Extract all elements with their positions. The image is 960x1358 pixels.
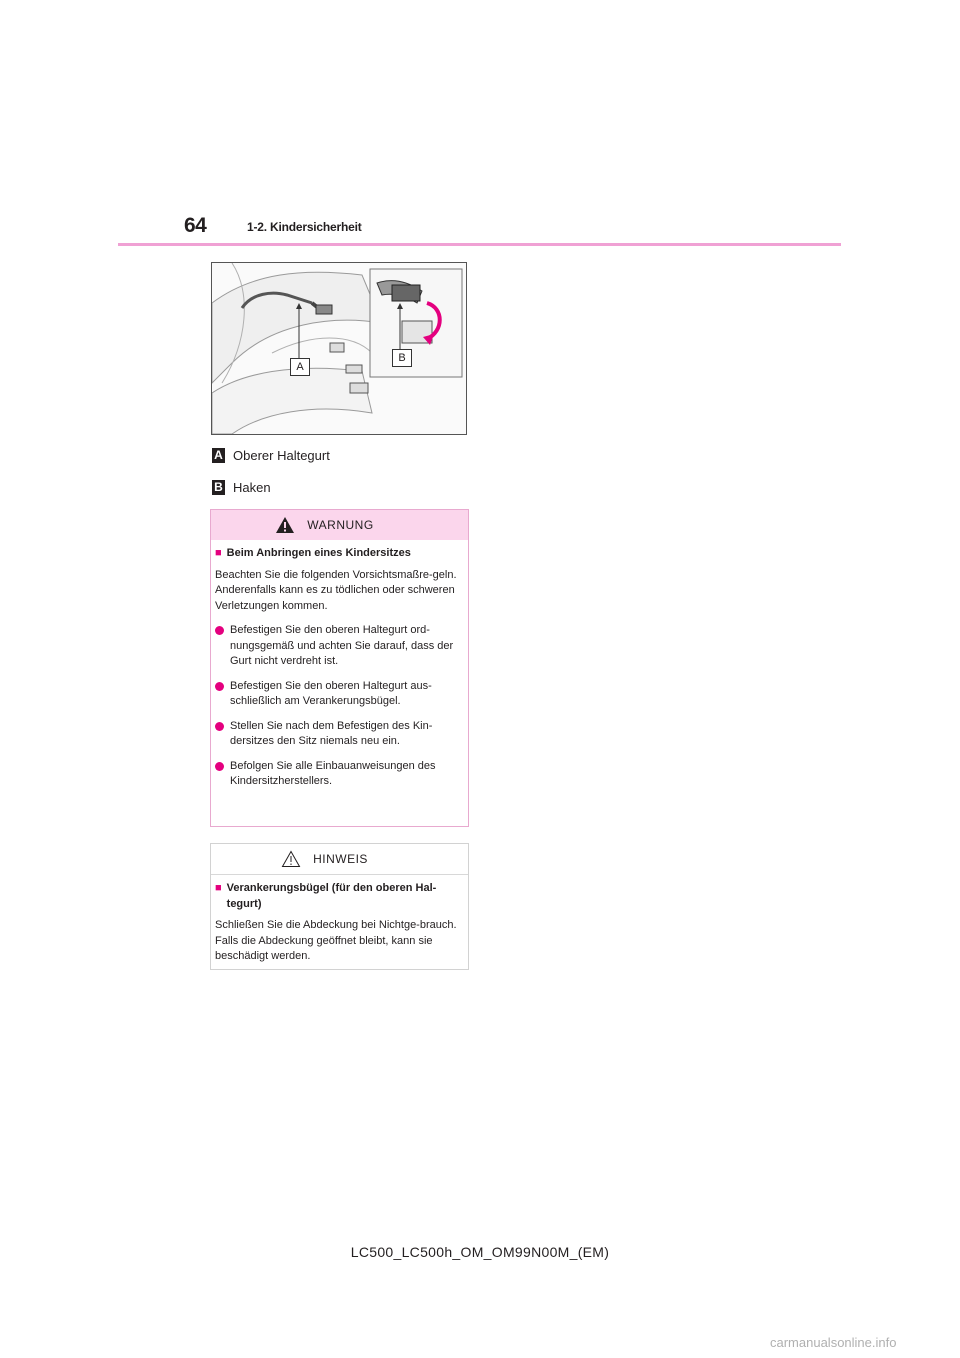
notice-title: HINWEIS <box>313 852 368 866</box>
bullet-dot-icon <box>215 722 224 731</box>
square-bullet-icon: ■ <box>215 547 222 559</box>
warning-bullet <box>215 719 464 750</box>
legend-key-b: B <box>212 480 225 495</box>
legend-item-a <box>212 447 330 463</box>
notice-box <box>210 843 469 970</box>
watermark: carmanualsonline.info <box>770 1335 897 1350</box>
bullet-dot-icon <box>215 682 224 691</box>
bullet-dot-icon <box>215 762 224 771</box>
section-title: 1-2. Kindersicherheit <box>247 220 362 234</box>
warning-bullet-text: Stellen Sie nach dem Befestigen des Kin-dersitzes den Sitz niemals neu ein. <box>230 719 433 747</box>
warning-triangle-icon <box>275 516 295 534</box>
caution-triangle-icon <box>281 850 301 868</box>
warning-paragraph: Beachten Sie die folgenden Vorsichtsmaßre-geln. Anderenfalls kann es zu tödlichen oder schweren Verletzungen kommen. <box>215 568 457 612</box>
notice-header <box>211 844 468 875</box>
child-seat-tether-illustration <box>211 262 467 435</box>
warning-subheading: Beim Anbringen eines Kindersitzes <box>226 547 411 559</box>
legend-text-a: Oberer Haltegurt <box>233 447 330 463</box>
bullet-dot-icon <box>215 626 224 635</box>
legend-text-b: Haken <box>233 479 271 495</box>
page-number: 64 <box>184 214 207 237</box>
notice-subheading: Verankerungsbügel (für den oberen Hal-tegurt) <box>226 882 437 910</box>
figure-label-a: A <box>290 358 310 376</box>
warning-bullet-text: Befestigen Sie den oberen Haltegurt ord-nungsgemäß und achten Sie darauf, dass der Gurt nicht verdreht ist. <box>230 624 454 667</box>
warning-box <box>210 509 469 827</box>
warning-header <box>211 510 468 540</box>
warning-subheading-row <box>215 546 464 562</box>
warning-bullet-text: Befolgen Sie alle Einbauanweisungen des Kindersitzherstellers. <box>230 759 436 787</box>
warning-bullet <box>215 759 464 790</box>
warning-title: WARNUNG <box>307 518 374 532</box>
notice-paragraph: Schließen Sie die Abdeckung bei Nichtge-brauch. Falls die Abdeckung geöffnet bleibt, kann sie beschädigt werden. <box>215 919 457 962</box>
figure-label-b: B <box>392 349 412 367</box>
legend-item-b <box>212 479 271 495</box>
header-rule <box>118 243 841 246</box>
manual-code-footer: LC500_LC500h_OM_OM99N00M_(EM) <box>350 1244 610 1260</box>
warning-bullet-text: Befestigen Sie den oberen Haltegurt aus-schließlich am Verankerungsbügel. <box>230 679 432 707</box>
legend-key-a: A <box>212 448 225 463</box>
notice-subheading-row <box>215 881 464 912</box>
warning-bullet <box>215 679 464 710</box>
warning-bullet <box>215 623 464 670</box>
square-bullet-icon: ■ <box>215 882 222 894</box>
